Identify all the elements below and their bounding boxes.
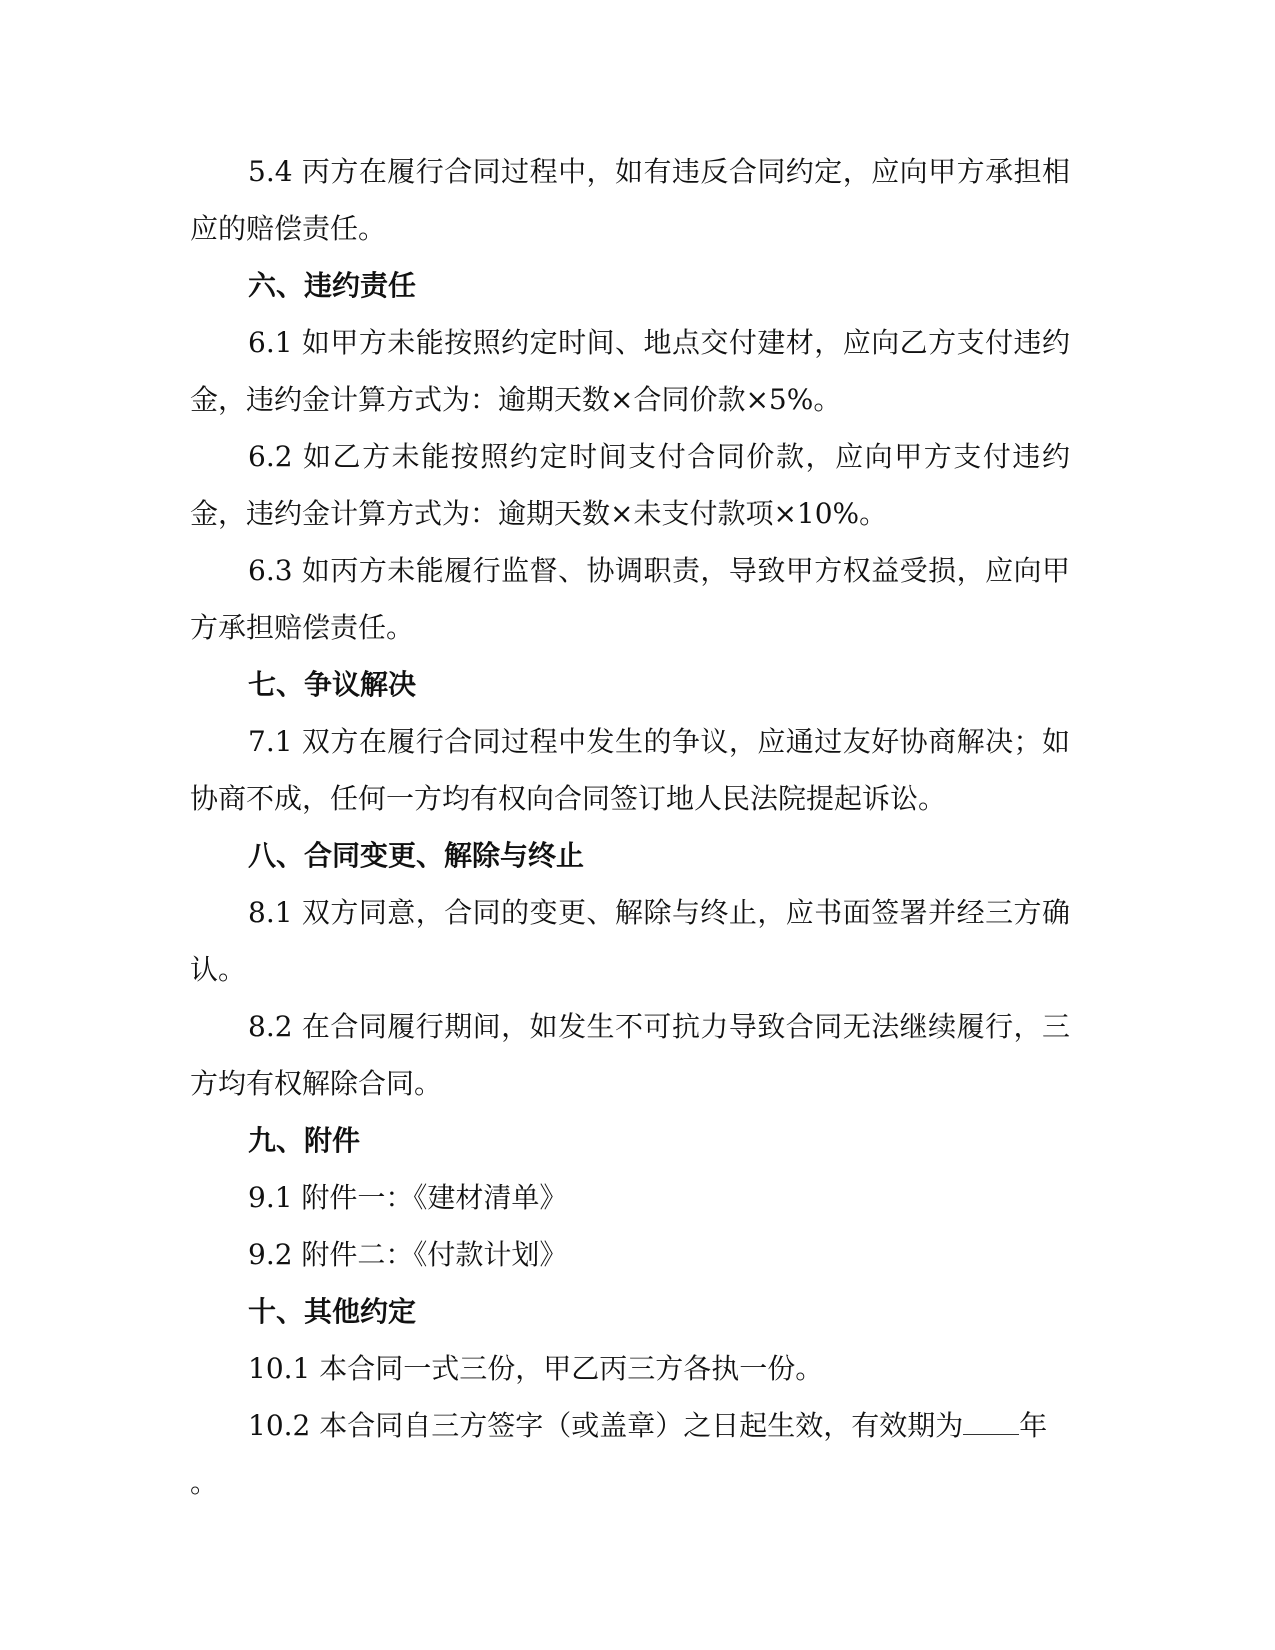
section-heading-attachments: 九、附件 (248, 1124, 361, 1157)
clause-6-1: 6.1 如甲方未能按照约定时间、地点交付建材，应向乙方支付违约金，违约金计算方式为：逾期天数×合同价款×5%。 (190, 326, 1070, 416)
clause-8-1: 8.1 双方同意，合同的变更、解除与终止，应书面签署并经三方确认。 (190, 896, 1070, 986)
clause-10-2-text: 10.2 本合同自三方签字（或盖章）之日起生效，有效期为 (248, 1409, 964, 1442)
clause-9-1: 9.1 附件一：《建材清单》 (248, 1181, 568, 1214)
section-heading-contract-change: 八、合同变更、解除与终止 (248, 839, 585, 872)
clause-8-2: 8.2 在合同履行期间，如发生不可抗力导致合同无法继续履行，三方均有权解除合同。 (190, 1010, 1070, 1100)
section-heading-breach-liability: 六、违约责任 (248, 269, 417, 302)
document-page (190, 143, 1070, 1511)
clause-10-2-trailing-period: 。 (190, 1466, 219, 1499)
clause-10-2-unit: 年 (1019, 1409, 1048, 1442)
clause-10-1: 10.1 本合同一式三份，甲乙丙三方各执一份。 (248, 1352, 824, 1385)
clause-6-3: 6.3 如丙方未能履行监督、协调职责，导致甲方权益受损，应向甲方承担赔偿责任。 (190, 554, 1070, 644)
clause-5-4: 5.4 丙方在履行合同过程中，如有违反合同约定，应向甲方承担相应的赔偿责任。 (190, 155, 1070, 245)
clause-10-2 (190, 1397, 1070, 1454)
section-heading-other-terms: 十、其他约定 (248, 1295, 417, 1328)
validity-years-blank (963, 1412, 1019, 1435)
clause-7-1: 7.1 双方在履行合同过程中发生的争议，应通过友好协商解决；如协商不成，任何一方均有权向合同签订地人民法院提起诉讼。 (190, 725, 1070, 815)
clause-6-2: 6.2 如乙方未能按照约定时间支付合同价款，应向甲方支付违约金，违约金计算方式为：逾期天数×未支付款项×10%。 (190, 440, 1070, 530)
section-heading-dispute-resolution: 七、争议解决 (248, 668, 417, 701)
clause-9-2: 9.2 附件二：《付款计划》 (248, 1238, 568, 1271)
